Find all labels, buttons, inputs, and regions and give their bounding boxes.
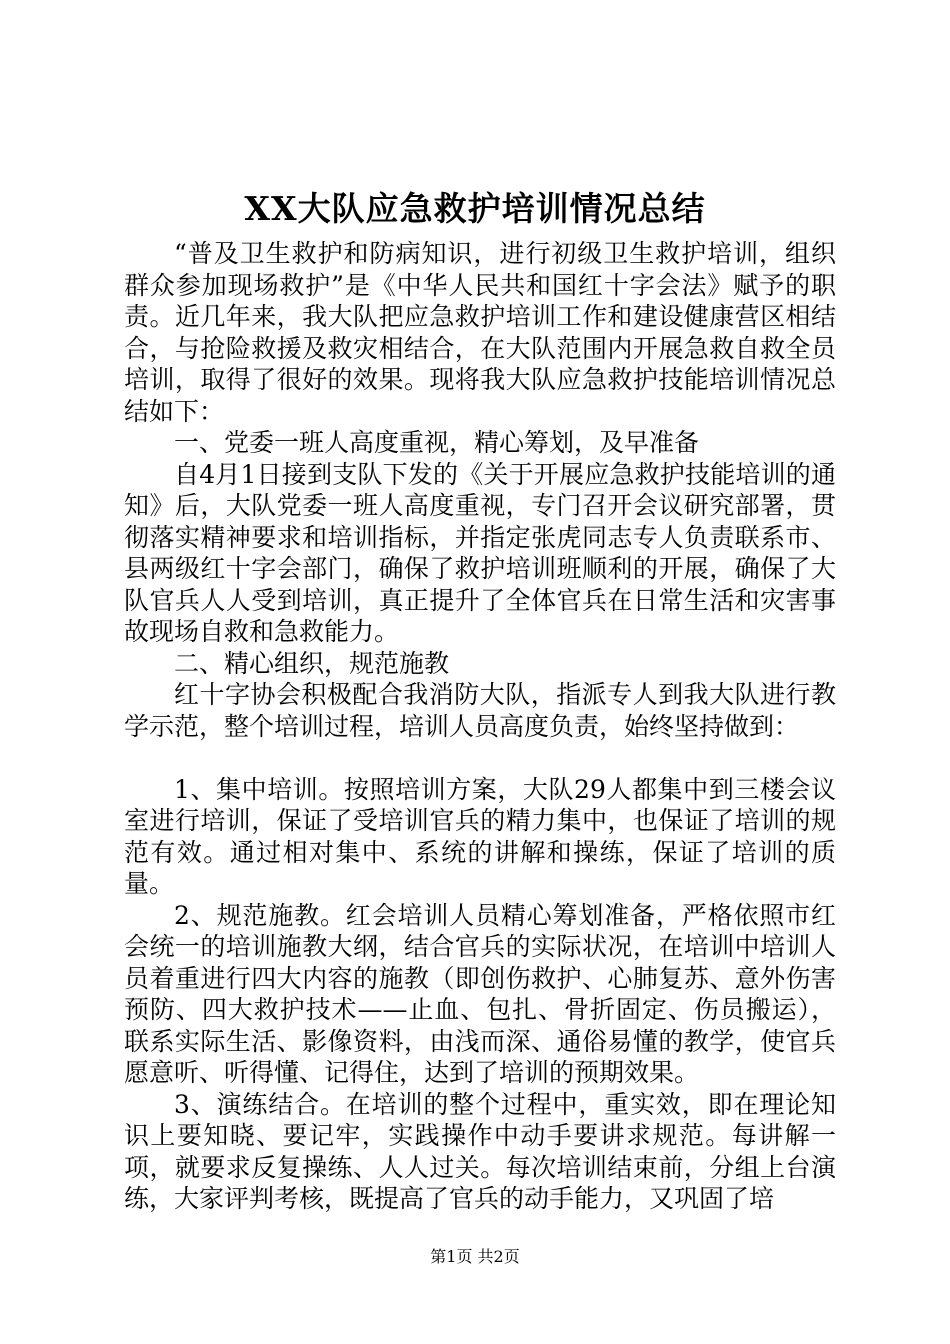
blank-line bbox=[124, 742, 836, 774]
page-footer: 第1页 共2页 bbox=[430, 1247, 520, 1266]
section-heading-2: 二、精心组织，规范施教 bbox=[174, 648, 450, 678]
paragraph-section-1: 自4月1日接到支队下发的《关于开展应急救护技能培训的通知》后，大队党委一班人高度重视，专门召开会议研究部署，贯彻落实精神要求和培训指标，并指定张虎同志专人负责联系市、县两级红十字会部门，确保了救护培训班顺利的开展，确保了大队官兵人人受到培训，真正提升了全体官兵在日常生活和灾害事故现场自救和急救能力。 bbox=[124, 459, 836, 646]
paragraph-item-2: 2、规范施教。红会培训人员精心筹划准备，严格依照市红会统一的培训施教大纲，结合官兵的实际状况，在培训中培训人员着重进行四大内容的施教（即创伤救护、心肺复苏、意外伤害预防、四大救护技术——止血、包扎、骨折固定、伤员搬运），联系实际生活、影像资料，由浅而深、通俗易懂的教学，使官兵愿意听、听得懂、记得住，达到了培训的预期效果。 bbox=[124, 900, 836, 1087]
document-title: XX大队应急救护培训情况总结 bbox=[244, 189, 706, 228]
paragraph-item-3: 3、演练结合。在培训的整个过程中，重实效，即在理论知识上要知晓、要记牢，实践操作中动手要讲求规范。每讲解一项，就要求反复操练、人人过关。每次培训结束前，分组上台演练，大家评判考核，既提高了官兵的动手能力，又巩固了培 bbox=[124, 1089, 836, 1213]
paragraph-intro: “普及卫生救护和防病知识，进行初级卫生救护培训，组织群众参加现场救护”是《中华人民共和国红十字会法》赋予的职责。近几年来，我大队把应急救护培训工作和建设健康营区相结合，与抢险救援及救灾相结合，在大队范围内开展急救自救全员培训，取得了很好的效果。现将我大队应急救护技能培训情况总结如下： bbox=[124, 239, 836, 426]
section-heading-1: 一、党委一班人高度重视，精心筹划，及早准备 bbox=[174, 428, 700, 457]
paragraph-section-2: 红十字协会积极配合我消防大队，指派专人到我大队进行教学示范，整个培训过程，培训人员高度负责，始终坚持做到： bbox=[124, 680, 836, 741]
document-body bbox=[124, 238, 836, 1215]
paragraph-item-1: 1、集中培训。按照培训方案，大队29人都集中到三楼会议室进行培训，保证了受培训官兵的精力集中，也保证了培训的规范有效。通过相对集中、系统的讲解和操练，保证了培训的质量。 bbox=[124, 774, 836, 898]
